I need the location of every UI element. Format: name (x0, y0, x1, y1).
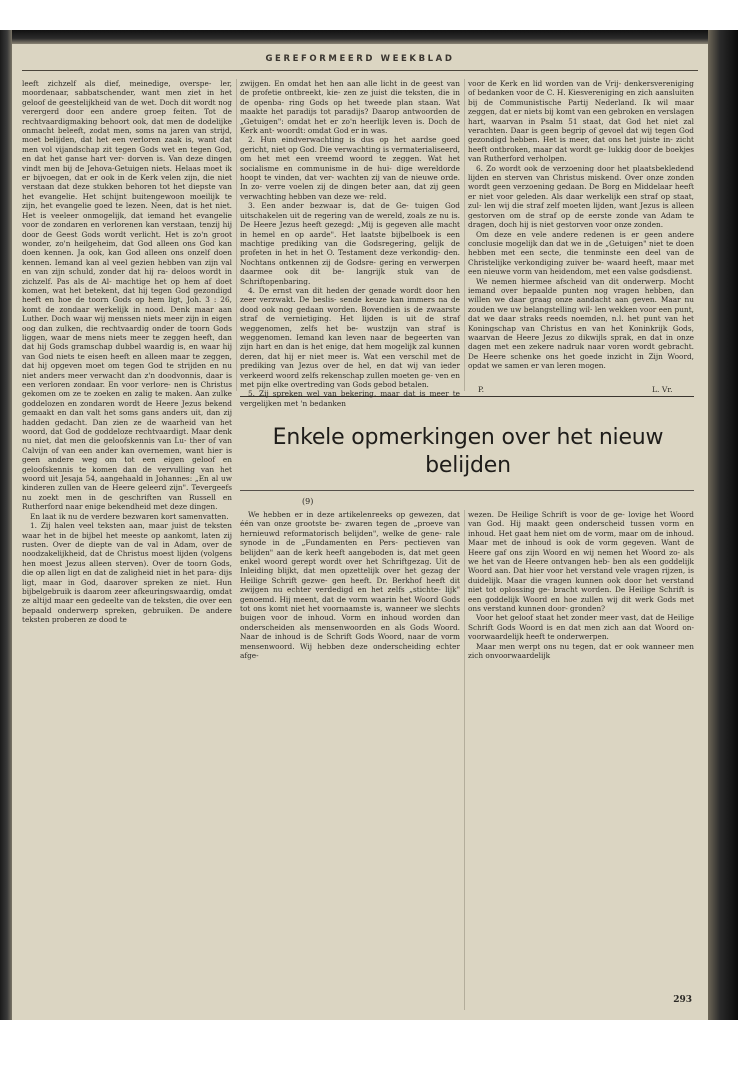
column-divider (464, 510, 465, 1010)
signoff-author: L. Vr. (652, 385, 673, 394)
scan-border-top (0, 30, 738, 44)
section-number: (9) (302, 497, 314, 506)
signoff-initials-left: P. (478, 385, 484, 394)
column-4 (240, 510, 460, 1010)
paragraph: leeft zichzelf als dief, meinedige, overspe- ler, moordenaar, sabbatschender, want men ziet in het geloof de geestelijkheid van de wet. Doch dit wordt nog verergerd door een andere groep feiten. Tot de rechtvaardigmaking behoort ook, dat men de dodelijke onmacht beleeft, zodat men, soms na jaren van strijd, moet belijden, dat het een verloren zaak is, want dat men vol vijandschap zit tegen Gods wet en tegen God, en dat het ganse hart ver- dorven is. Van deze dingen vindt men bij de Jehova-Getuigen niets. Helaas moet ik er bijvoegen, dat er ook in de Kerk velen zijn, die niet verstaan dat deze stukken behoren tot het diepste van het evangelie. Het schijnt buitengewoon moeilijk te zijn, het evangelie goed te lezen. Neen, dat is het niet. Het is veeleer onmogelijk, dat iemand het evangelie voor de zondaren en verlorenen kan verstaan, tenzij hij door de Geest Gods wordt verlicht. Het is zo'n groot wonder, zo'n heilgeheim, dat God alleen ons God kan doen kennen. Ja ook, kan God alleen ons onzelf doen kennen. Iemand kan al veel gezien hebben van zijn val en van zijn schuld, zonder dat hij ra- deloos wordt in zichzelf. Pas als de Al- machtige het op hem af doet komen, wat het betekent, dat hij tegen God gezondigd heeft en hoe de toorn Gods op hem ligt, Joh. 3 : 26, komt de zondaar werkelijk in nood. Denk maar aan Luther. Doch waar wij menssen niets meer zijn in eigen oog dan zulken, die rechtvaardig onder de toorn Gods liggen, waar de mens niets meer te zeggen heeft, dan dat hij Gods gramschap dubbel waardig is, en waar hij van God niets te eisen heeft en alleen maar te zeggen, dat hij opgeven moet om tegen God te strijden en nu niet anders meer verwacht dan z'n doodvonnis, daar is een verloren zondaar. En voor verlore- nen is Christus gekomen om ze te zoeken en zalig te maken. Aan zulke goddelozen en zondaren wordt de Heere Jezus bekend gemaakt en dan valt het soms gans anders uit, dan zij hadden gedacht. Dan zien ze de waarheid van het woord, dat God de goddeloze rechtvaardigt. Maar denk nu niet, dat men die geloofskennis van Lu- ther of van Calvijn of van een ander kan overnemen, want hier is geen andere weg om tot een eigen geloof en geloofskennis te komen dan de vervulling van het woord uit Jesaja 54, aangehaald in Johannes: „En al uw kinderen zullen van de Heere geleerd zijn". Tevergeefs nu zoekt men in de geschriften van Russell en Rutherford naar enige bekendheid met deze dingen. (22, 79, 232, 512)
column-2 (240, 79, 460, 408)
paragraph: En laat ik nu de verdere bezwaren kort samenvatten. (30, 511, 229, 521)
paragraph: We nemen hiermee afscheid van dit onderwerp. Mocht iemand over bepaalde punten nog vragen hebben, dan willen we daar graag onze aandacht aan geven. Maar nu zouden we uw belangstelling wil- len wekken voor een punt, dat we daar straks reeds noemden, n.l. het punt van het Koningschap van Christus en van het Koninkrijk Gods, waarvan de Heere Jezus zo dikwijls sprak, en dat in onze dagen met een zekere nadruk naar voren wordt gebracht. De Heere schenke ons het goede inzicht in Zijn Woord, opdat we samen er van leren mogen. (468, 276, 694, 371)
article-title: Enkele opmerkingen over het nieuw belijden (272, 425, 664, 478)
column-divider (236, 79, 237, 391)
paragraph: 4. De ernst van dit heden der genade wordt door hen zeer verzwakt. De beslis- sende keuze kan immers na de dood ook nog gedaan worden. Bovendien is de zwaarste straf de vernietiging. Het lijden is uit de straf weggenomen, zelfs het be- wustzijn van straf is weggenomen. Iemand kan leven naar de begeerten van zijn hart en dan is het enige, dat hem mogelijk zal kunnen deren, dat hij er niet meer is. Wat een verschil met de prediking van Jezus over de hel, en dat wij van ieder verkeerd woord zelfs rekenschap zullen moeten ge- ven en met pijn elke overtreding van Gods gebod betalen. (240, 285, 460, 389)
header-rule (22, 70, 698, 71)
paragraph: Om deze en vele andere redenen is er geen andere conclusie mogelijk dan dat we in de „Getuigen" niet te doen hebben met een secte, die tenminste een deel van de Christelijke verkondiging zuiver be- waard heeft, maar met een nieuwe vorm van heidendom, met een valse godsdienst. (468, 229, 694, 277)
paragraph: 5. Zij spreken wel van bekering, maar dat is meer te vergelijken met 'n bedanken (240, 389, 460, 408)
scan-border-right (708, 30, 738, 1020)
page-number: 293 (673, 995, 692, 1005)
paragraph: zwijgen. En omdat het hen aan alle licht in de geest van de profetie ontbreekt, kie- zen ze juist die teksten, die in de openba- ring Gods op het tweede plan staan. Wat maakte het paradijs tot paradijs? Daarop antwoorden de „Getuigen": omdat het er zo'n heerlijk leven is. Doch de Kerk ant- woordt: omdat God er in was. (240, 79, 460, 136)
column-5 (468, 510, 694, 990)
newspaper-page (12, 44, 708, 1020)
paragraph: voor de Kerk en lid worden van de Vrij- denkersvereniging of bedanken voor de C. H. Kiesvereniging en zich aansluiten bij de Communistische Partij Nederland. Ik wil maar zeggen, dat er niets bij komt van een gebroken en verslagen hart, waarvan in Psalm 51 staat, dat God het niet zal verachten. Daar is geen begrip of gevoel dat wij tegen God gezondigd hebben. Het is meer, dat ons het juiste in- zicht heeft ontbroken, maar dat wordt ge- lukkig door de boekjes van Rutherford verholpen. (468, 79, 694, 164)
paragraph: Maar men werpt ons nu tegen, dat er ook wanneer men zich onvoorwaardelijk (468, 641, 694, 661)
scan-border-left (0, 30, 12, 1020)
title-rule (240, 490, 694, 491)
paragraph: wezen. De Heilige Schrift is voor de ge- lovige het Woord van God. Hij maakt geen onderscheid tussen vorm en inhoud. Het gaat hem niet om de vorm, maar om de inhoud. Maar met de inhoud is ook de vorm gegeven. Want de Heere gaf ons zijn Woord en wij nemen het Woord zo- als we het van de Heere ontvangen heb- ben als een goddelijk Woord aan. Dat hier voor het verstand vele vragen rijzen, is duidelijk. Maar die vragen kunnen ook door het verstand niet tot oplossing ge- bracht worden. De Heilige Schrift is een goddelijk Woord en hoe zullen wij dit werk Gods met ons verstand kunnen door- gronden? (468, 510, 694, 614)
paragraph: 1. Zij halen veel teksten aan, maar juist de teksten waar het in de bijbel het meeste op aankomt, laten zij rusten. Over de diepte van de val in Adam, over de noodzakelijkheid, dat de Christus moest lijden (volgens hen moest Jezus alleen sterven). Over de toorn Gods, die op allen ligt en dat de zaligheid niet in het para- dijs ligt, maar in God, daarover spreken ze niet. Hun bijbelgebruik is daarom zeer afkeuringswaardig, omdat ze altijd maar een gedeelte van de teksten, die over een bepaald onderwerp spreken, gebruiken. De andere teksten proberen ze dood te (22, 521, 232, 625)
paragraph: 2. Hun eindverwachting is dus op het aardse goed gericht, niet op God. Die verwachting is vermaterialiseerd, om het met een vreemd woord te zeggen. Wat het socialisme en communisme in de hui- dige wereldorde hoopt te vinden, dat ver- wachten zij van de nieuwe orde. In zo- verre voelen zij de dingen beter aan, dat zij geen verwachting hebben van deze we- reld. (240, 135, 460, 201)
page-header: GEREFORMEERD WEEKBLAD (265, 54, 455, 64)
column-divider (464, 79, 465, 391)
paragraph: 3. Een ander bezwaar is, dat de Ge- tuigen God uitschakelen uit de regering van de wereld, zoals ze nu is. De Heere Jezus heeft gezegd: „Mij is gegeven alle macht in hemel en op aarde". Het laatste bijbelboek is een machtige prediking van die Godsregering, gelijk de profeten in het in het O. Testament deze verkondig- den. Nochtans ontkennen zij de Godsre- gering en verwerpen daarmee ook dit be- langrijk stuk van de Schriftopenbaring. (240, 201, 460, 286)
column-1 (22, 79, 232, 1009)
paragraph: Voor het geloof staat het zonder meer vast, dat de Heilige Schrift Gods Woord is en dat men zich aan dat Woord on- voorwaardelijk heeft te onderwerpen. (468, 613, 694, 642)
paragraph: 6. Zo wordt ook de verzoening door het plaatsbekledend lijden en sterven van Christus miskend. Over onze zonden wordt geen verzoening gedaan. De Borg en Middelaar heeft er niet voor geleden. Als daar werkelijk een straf op staat, zul- len wij die straf zelf moeten lijden, want Jezus is alleen gestorven om de straf op de eerste zonde van Adam te dragen, doch hij is niet gestorven voor onze zonden. (468, 163, 694, 230)
article-separator (240, 396, 694, 397)
column-3 (468, 79, 694, 383)
paragraph: We hebben er in deze artikelenreeks op gewezen, dat één van onze grootste be- zwaren tegen de „proeve van hernieuwd reformatorisch belijden", welke de gene- rale synode in de „Fundamenten en Pers- pectieven van belijden" aan de kerk heeft aangeboden is, dat met geen enkel woord gerept wordt over het Schriftgezag. Uit de Inleiding blijkt, dat men opzettelijk over het gezag der Heilige Schrift gezwe- gen heeft. Dr. Berkhof heeft dit zwijgen nu echter verdedigd en het zelfs „stichte- lijk" genoemd. Hij meent, dat de vorm waarin het Woord Gods tot ons komt niet het voornaamste is, wanneer we slechts buigen voor de inhoud. Vorm en inhoud worden dan onderscheiden als mensenwoorden en als Gods Woord. Naar de inhoud is de Schrift Gods Woord, naar de vorm mensenwoord. Wij hebben deze onderscheiding echter afge- (240, 510, 460, 661)
